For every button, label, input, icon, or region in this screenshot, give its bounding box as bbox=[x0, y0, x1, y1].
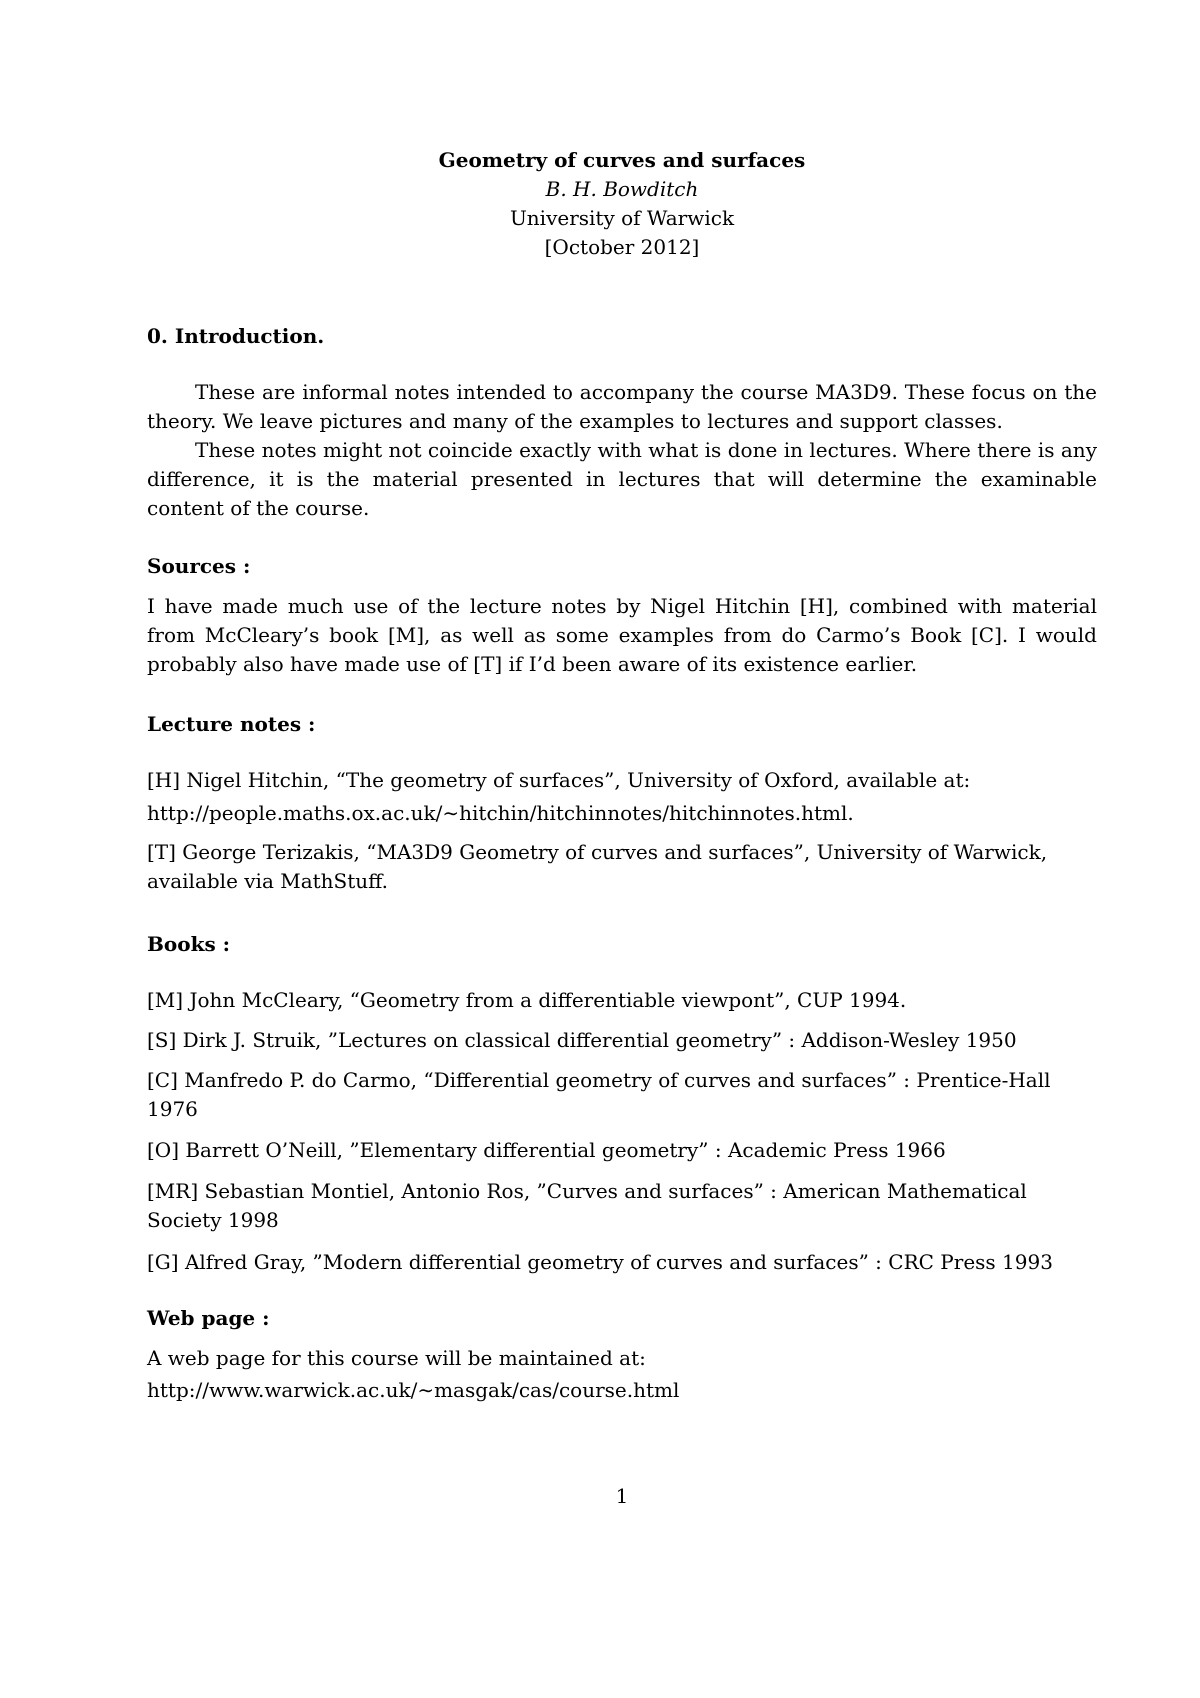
reference-hitchin-url[interactable]: http://people.maths.ox.ac.uk/∼hitchin/hitchinnotes/hitchinnotes.html. bbox=[147, 801, 854, 825]
document-institution: University of Warwick bbox=[509, 206, 735, 230]
document-title: Geometry of curves and surfaces bbox=[438, 148, 806, 172]
section-heading-web-page: Web page : bbox=[147, 1306, 270, 1330]
reference-hitchin-text: [H] Nigel Hitchin, “The geometry of surfaces”, University of Oxford, available at: bbox=[147, 768, 971, 792]
page-number: 1 bbox=[615, 1484, 629, 1508]
reference-mccleary: [M] John McCleary, “Geometry from a differentiable viewpont”, CUP 1994. bbox=[147, 988, 907, 1012]
reference-montiel-ros: [MR] Sebastian Montiel, Antonio Ros, ”Curves and surfaces” : American Mathematical Society 1998 bbox=[147, 1179, 1027, 1232]
title-block bbox=[147, 146, 1097, 262]
reference-terizakis: [T] George Terizakis, “MA3D9 Geometry of curves and surfaces”, University of Warwick, available via MathStuff. bbox=[147, 840, 1048, 893]
document-page bbox=[147, 0, 1097, 1698]
reference-hitchin bbox=[147, 766, 1097, 828]
section-heading-sources: Sources : bbox=[147, 554, 251, 578]
sources-paragraph: I have made much use of the lecture notes by Nigel Hitchin [H], combined with material from McCleary’s book [M], as well as some examples from do Carmo’s Book [C]. I would probably also have made use of [T] if I’d been aware of its existence earlier. bbox=[147, 594, 1097, 676]
document-author: B. H. Bowditch bbox=[545, 177, 699, 201]
section-heading-introduction: 0. Introduction. bbox=[147, 324, 325, 348]
document-date: [October 2012] bbox=[544, 235, 700, 259]
reference-struik: [S] Dirk J. Struik, ”Lectures on classical differential geometry” : Addison-Wesley 1950 bbox=[147, 1028, 1017, 1052]
section-heading-lecture-notes: Lecture notes : bbox=[147, 712, 316, 736]
intro-paragraph-1: These are informal notes intended to accompany the course MA3D9. These focus on the theory. We leave pictures and many of the examples to lectures and support classes. bbox=[147, 380, 1097, 433]
reference-do-carmo: [C] Manfredo P. do Carmo, “Differential geometry of curves and surfaces” : Prentice-Hall 1976 bbox=[147, 1068, 1051, 1121]
reference-gray: [G] Alfred Gray, ”Modern differential geometry of curves and surfaces” : CRC Press 1993 bbox=[147, 1250, 1053, 1274]
section-heading-books: Books : bbox=[147, 932, 231, 956]
web-page-url[interactable]: http://www.warwick.ac.uk/∼masgak/cas/course.html bbox=[147, 1378, 680, 1402]
intro-paragraph-2: These notes might not coincide exactly with what is done in lectures. Where there is any difference, it is the material presented in lectures that will determine the examinable content of the course. bbox=[147, 438, 1097, 520]
web-page-text: A web page for this course will be maintained at: bbox=[147, 1346, 646, 1370]
reference-oneill: [O] Barrett O’Neill, ”Elementary differential geometry” : Academic Press 1966 bbox=[147, 1138, 946, 1162]
